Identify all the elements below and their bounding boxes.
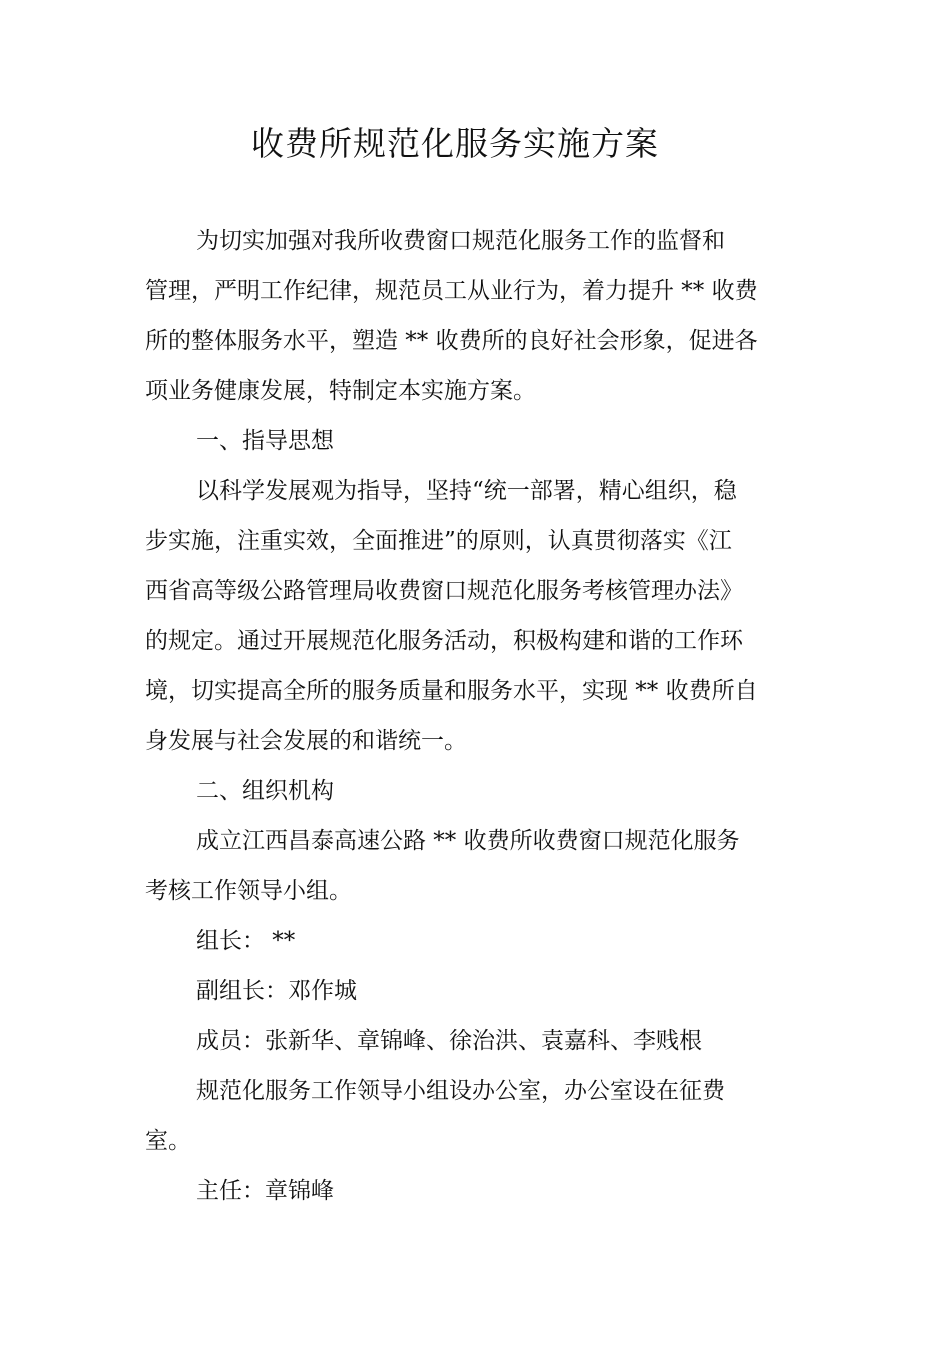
paragraph-line: 为切实加强对我所收费窗口规范化服务工作的监督和 bbox=[196, 228, 725, 254]
paragraph-line: 项业务健康发展，特制定本实施方案。 bbox=[145, 378, 536, 404]
paragraph-line: 室。 bbox=[145, 1128, 191, 1154]
member-line: 主任：章锦峰 bbox=[196, 1178, 334, 1204]
paragraph-line: 步实施，注重实效，全面推进”的原则，认真贯彻落实《江 bbox=[145, 528, 732, 554]
paragraph-line: 所的整体服务水平，塑造 ** 收费所的良好社会形象，促进各 bbox=[145, 328, 758, 354]
paragraph-line: 规范化服务工作领导小组设办公室，办公室设在征费 bbox=[196, 1078, 725, 1104]
paragraph-line: 以科学发展观为指导，坚持“统一部署，精心组织，稳 bbox=[196, 478, 737, 504]
member-line: 组长： ** bbox=[196, 928, 296, 954]
paragraph-line: 西省高等级公路管理局收费窗口规范化服务考核管理办法》 bbox=[145, 578, 743, 604]
member-line: 副组长：邓作城 bbox=[196, 978, 357, 1004]
section-heading: 二、组织机构 bbox=[196, 778, 334, 804]
paragraph-line: 考核工作领导小组。 bbox=[145, 878, 352, 904]
paragraph-line: 身发展与社会发展的和谐统一。 bbox=[145, 728, 467, 754]
paragraph-line: 境，切实提高全所的服务质量和服务水平，实现 ** 收费所自 bbox=[145, 678, 758, 704]
section-heading: 一、指导思想 bbox=[196, 428, 334, 454]
paragraph-line: 成立江西昌泰高速公路 ** 收费所收费窗口规范化服务 bbox=[196, 828, 740, 854]
member-line: 成员：张新华、章锦峰、徐治洪、袁嘉科、李贱根 bbox=[196, 1028, 702, 1054]
paragraph-line: 管理，严明工作纪律，规范员工从业行为，着力提升 ** 收费 bbox=[145, 278, 758, 304]
paragraph-line: 的规定。通过开展规范化服务活动，积极构建和谐的工作环 bbox=[145, 628, 743, 654]
document-title: 收费所规范化服务实施方案 bbox=[251, 124, 659, 163]
